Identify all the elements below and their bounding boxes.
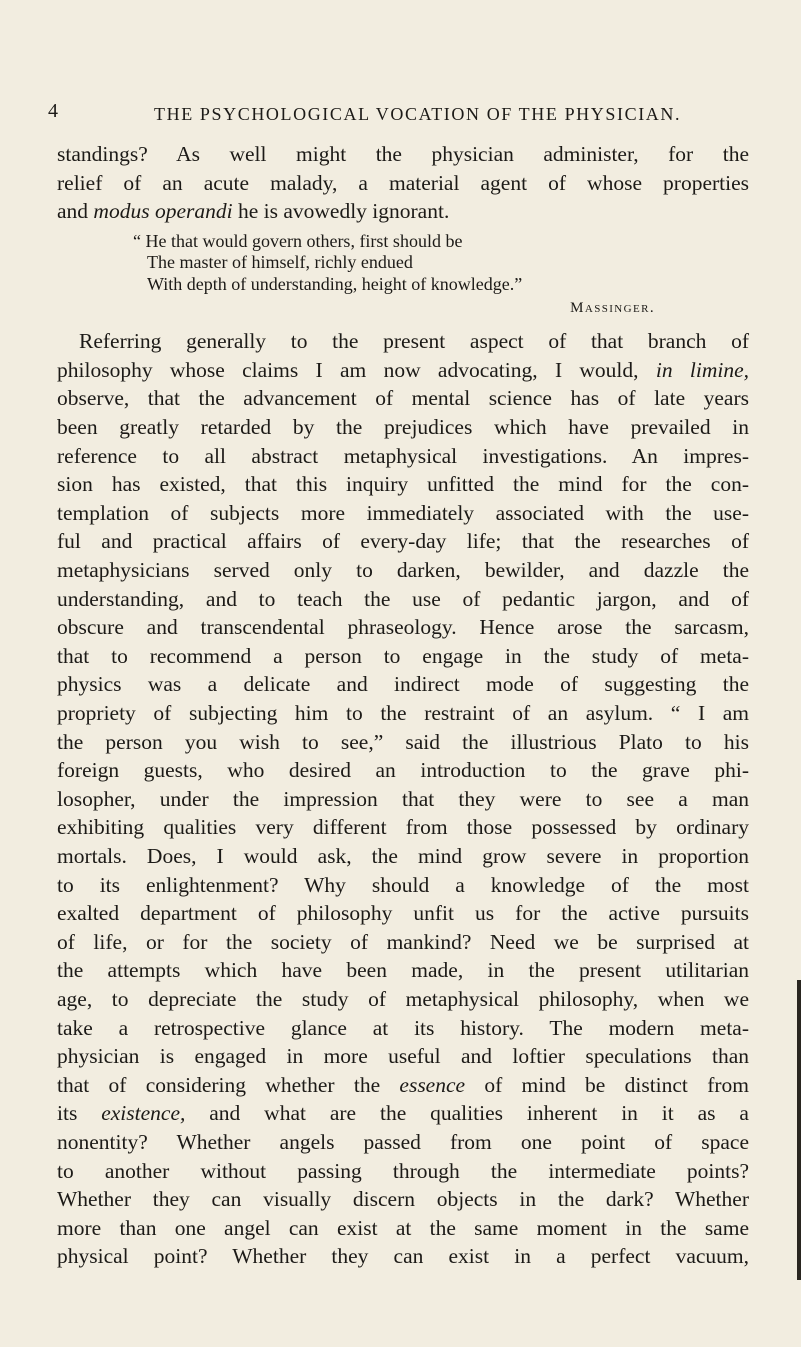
quote-line: With depth of understanding, height of knowledge.” [147, 273, 523, 294]
text-line: understanding, and to teach the use of pedantic jargon, and of [57, 586, 749, 611]
paragraph-2 [57, 327, 749, 1271]
italic-word: essence [399, 1072, 466, 1097]
italic-word: existence, [101, 1101, 186, 1126]
quote-attribution: Massinger. [570, 300, 655, 317]
text-line: physical point? Whether they can exist in a perfect vacuum, [57, 1244, 749, 1269]
text-line: foreign guests, who desired an introduction to the grave phi- [57, 758, 749, 783]
text-line: obscure and transcendental phraseology. Hence arose the sarcasm, [57, 615, 749, 640]
page-edge-shadow [797, 980, 801, 1280]
text-line: nonentity? Whether angels passed from one point of space [57, 1129, 749, 1154]
text-line: reference to all abstract metaphysical investigations. An impres- [57, 443, 749, 468]
text-line: physics was a delicate and indirect mode of suggesting the [57, 672, 749, 697]
text-line: relief of an acute malady, a material agent of whose properties [57, 170, 749, 195]
text-line: and modus operandi he is avowedly ignorant. [57, 199, 450, 224]
page-body [57, 140, 749, 1271]
text-line: of life, or for the society of mankind? Need we be surprised at [57, 929, 749, 954]
page-number: 4 [48, 100, 59, 122]
text-line: physician is engaged in more useful and loftier speculations than [57, 1044, 749, 1069]
text-line: Whether they can visually discern objects in the dark? Whether [57, 1187, 749, 1212]
paragraph-1 [57, 140, 749, 226]
text-line: been greatly retarded by the prejudices which have prevailed in [57, 415, 749, 440]
text-line: standings? As well might the physician administer, for the [57, 142, 749, 166]
text-line: ful and practical affairs of every-day life; that the researches of [57, 529, 749, 554]
text-line: exhibiting qualities very different from those possessed by ordinary [57, 815, 749, 840]
text-line: philosophy whose claims I am now advocating, I would, in limine, [57, 357, 750, 382]
text-line: that of considering whether the essence of mind be distinct from [57, 1072, 749, 1097]
quote-line: The master of himself, richly endued [147, 252, 413, 273]
italic-phrase: modus operandi [93, 199, 233, 224]
text-line: that to recommend a person to engage in the study of meta- [57, 643, 749, 668]
text-line: more than one angel can exist at the same moment in the same [57, 1215, 749, 1240]
text-line: metaphysicians served only to darken, bewilder, and dazzle the [57, 558, 749, 583]
text-line: losopher, under the impression that they were to see a man [57, 786, 749, 811]
text-line: exalted department of philosophy unfit us for the active pursuits [57, 901, 749, 926]
page-header [48, 100, 748, 130]
text-line: propriety of subjecting him to the restraint of an asylum. “ I am [57, 701, 749, 725]
text-line: to another without passing through the intermediate points? [57, 1158, 749, 1183]
text-line: Referring generally to the present aspect of that branch of [79, 329, 749, 354]
text-line: the person you wish to see,” said the illustrious Plato to his [57, 729, 749, 754]
quote-line: “ He that would govern others, first should be [133, 230, 463, 251]
text-line: its existence, and what are the qualities inherent in it as a [57, 1101, 749, 1126]
text-line: to its enlightenment? Why should a knowledge of the most [57, 872, 749, 897]
text-line: age, to depreciate the study of metaphysical philosophy, when we [57, 986, 749, 1011]
epigraph-quote [57, 231, 673, 296]
text-line: mortals. Does, I would ask, the mind grow severe in proportion [57, 843, 749, 868]
text-line: observe, that the advancement of mental science has of late years [57, 386, 749, 411]
text-line: sion has existed, that this inquiry unfitted the mind for the con- [57, 472, 749, 497]
text-line: take a retrospective glance at its history. The modern meta- [57, 1015, 749, 1040]
running-head: THE PSYCHOLOGICAL VOCATION OF THE PHYSICIAN. [154, 104, 682, 124]
text-line: the attempts which have been made, in the present utilitarian [57, 958, 749, 983]
text-line: templation of subjects more immediately associated with the use- [57, 500, 749, 525]
italic-phrase: in limine, [655, 357, 750, 382]
